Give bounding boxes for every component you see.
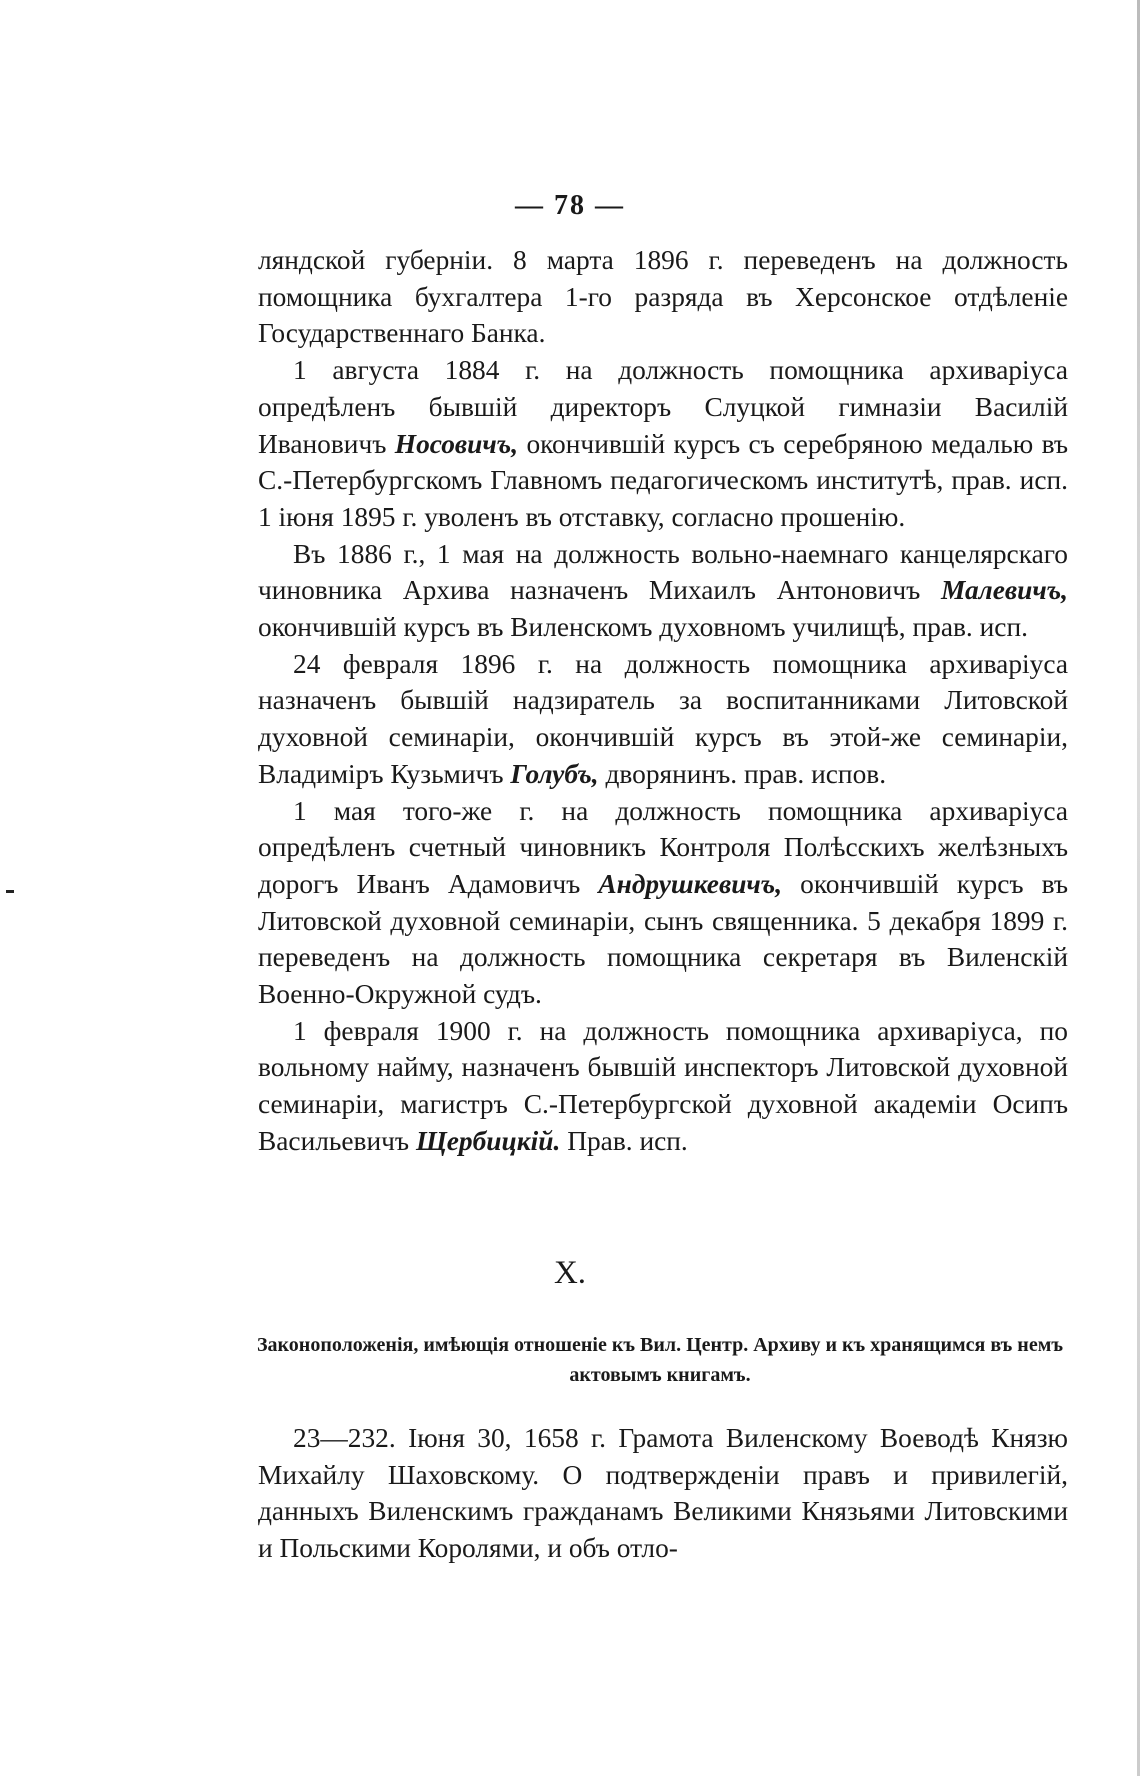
main-text <box>258 242 1068 1160</box>
paragraph <box>258 242 1068 352</box>
paragraph-text: ляндской губерніи. 8 марта 1896 г. переведенъ на должность помощника бухгалтера 1-го разряда въ Херсонское отдѣленіе Государственнаго Банка. <box>258 245 1068 349</box>
paragraph <box>258 793 1068 1013</box>
person-surname: Носовичъ, <box>394 428 519 459</box>
paragraph <box>258 352 1068 536</box>
paragraph-text: Въ 1886 г., 1 мая на должность вольно-наемнаго канцелярскаго чиновника Архива назначенъ Михаилъ Антоновичъ <box>258 538 1068 606</box>
section-heading: Законоположенія, имѣющія отношеніе къ Вил. Центр. Архиву и къ хранящимся въ немъ актовымъ книгамъ. <box>256 1334 1063 1386</box>
paragraph-text: 1 февраля 1900 г. на должность помощника архиваріуса, по вольному найму, назначенъ бывшій инспекторъ Литовской духовной семинаріи, магистръ С.-Петербургской духовной академіи Осипъ Васильевичъ <box>258 1015 1068 1156</box>
paragraph-text: 1 августа 1884 г. на должность помощника архиваріуса опредѣленъ бывшій директоръ Слуцкой гимназіи Василій Ивановичъ <box>258 355 1068 459</box>
person-surname: Андрушкевичъ, <box>598 868 783 899</box>
page-number: — 78 — <box>515 190 625 221</box>
paragraph <box>258 646 1068 793</box>
document-paragraph: 23—232. Іюня 30, 1658 г. Грамота Виленскому Воеводѣ Князю Михайлу Шаховскому. О подтвержденіи правъ и привилегій, данныхъ Виленскимъ гражданамъ Великими Князьями Литовскими и Польскими Королями, и объ отло- <box>258 1423 1068 1564</box>
paragraph-text: Прав. исп. <box>560 1125 688 1156</box>
person-surname: Малевичъ, <box>940 575 1068 606</box>
section-numeral: X. <box>553 1255 587 1291</box>
person-surname: Щербицкій. <box>415 1125 561 1156</box>
paragraph-text: 24 февраля 1896 г. на должность помощника архиваріуса назначенъ бывшій надзиратель за воспитанниками Литовской духовной семинаріи, окончившій курсъ въ этой-же семинаріи, Владиміръ Кузьмичъ <box>258 648 1068 789</box>
person-surname: Голубъ, <box>510 758 599 789</box>
paragraph-text: окончившій курсъ съ серебряною медалью въ С.-Петербургскомъ Главномъ педагогическомъ институтѣ, прав. исп. 1 іюня 1895 г. уволенъ въ отставку, согласно прошенію. <box>258 428 1068 532</box>
paragraph-text: 1 мая того-же г. на должность помощника архиваріуса опредѣленъ счетный чиновникъ Контроля Полѣсскихъ желѣзныхъ дорогъ Иванъ Адамовичъ <box>258 795 1068 899</box>
paragraph-text: дворянинъ. прав. испов. <box>598 758 887 789</box>
paragraph <box>258 1013 1068 1160</box>
paragraph <box>258 536 1068 646</box>
document-entry <box>258 1420 1068 1567</box>
paragraph-text: окончившій курсъ въ Литовской духовной семинаріи, сынъ священника. 5 декабря 1899 г. переведенъ на должность помощника секретаря въ Виленскій Военно-Окружной судъ. <box>258 868 1068 1010</box>
margin-mark <box>6 890 14 893</box>
paragraph-text: окончившій курсъ въ Виленскомъ духовномъ училищѣ, прав. исп. <box>258 612 1028 643</box>
